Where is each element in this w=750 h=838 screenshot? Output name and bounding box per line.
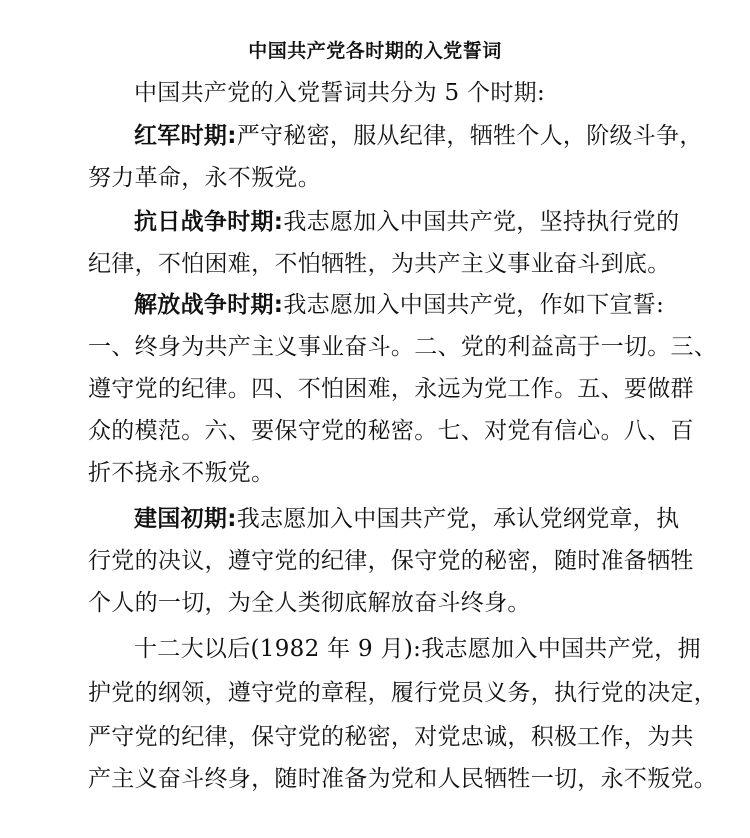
section-redarmy-line-2: 努力革命，永不叛党。 xyxy=(88,165,321,191)
section-after12th-line-4: 产主义奋斗终身，随时准备为党和人民牺牲一切，永不叛党。 xyxy=(88,766,718,792)
section-liberation-line-4: 众的模范。六、要保守党的秘密。七、对党有信心。八、百 xyxy=(88,418,694,444)
section-label-after12th: 十二大以后(1982 年 9 月): xyxy=(134,636,422,662)
section-antijapanese-line-1 xyxy=(134,207,679,237)
section-after12th-line-2: 护党的纲领，遵守党的章程，履行党员义务，执行党的决定， xyxy=(88,680,718,706)
section-text: 我志愿加入中国共产党，作如下宣誓: xyxy=(283,292,665,318)
section-text: 我志愿加入中国共产党，坚持执行党的 xyxy=(283,209,680,235)
section-liberation-line-1 xyxy=(134,290,664,320)
section-label-liberation: 解放战争时期: xyxy=(134,292,284,318)
intro-text: 中国共产党的入党誓词共分为 5 个时期: xyxy=(134,80,546,106)
section-label-redarmy: 红军时期: xyxy=(134,123,237,149)
document-title: 中国共产党各时期的入党誓词 xyxy=(248,40,502,62)
section-after12th-line-3: 严守党的纪律，保守党的秘密，对党忠诚，积极工作，为共 xyxy=(88,724,694,750)
section-liberation-line-5: 折不挠永不叛党。 xyxy=(88,460,275,486)
section-redarmy-line-1 xyxy=(134,121,703,151)
section-text: 我志愿加入中国共产党，拥 xyxy=(421,636,701,662)
section-earlyprc-line-1 xyxy=(134,504,679,534)
section-liberation-line-3: 遵守党的纪律。四、不怕困难，永远为党工作。五、要做群 xyxy=(88,376,694,402)
section-earlyprc-line-3: 个人的一切，为全人类彻底解放奋斗终身。 xyxy=(88,590,531,616)
section-text: 我志愿加入中国共产党，承认党纲党章，执 xyxy=(236,506,680,532)
section-earlyprc-line-2: 行党的决议，遵守党的纪律，保守党的秘密，随时准备牺牲 xyxy=(88,548,694,574)
section-label-earlyprc: 建国初期: xyxy=(134,506,237,532)
section-after12th-line-1 xyxy=(134,634,701,664)
section-antijapanese-line-2: 纪律，不怕困难，不怕牺牲，为共产主义事业奋斗到底。 xyxy=(88,251,671,277)
section-liberation-line-2: 一、终身为共产主义事业奋斗。二、党的利益高于一切。三、 xyxy=(88,334,718,360)
section-text: 严守秘密，服从纪律，牺牲个人，阶级斗争， xyxy=(236,123,703,149)
section-label-antijapanese: 抗日战争时期: xyxy=(134,209,284,235)
